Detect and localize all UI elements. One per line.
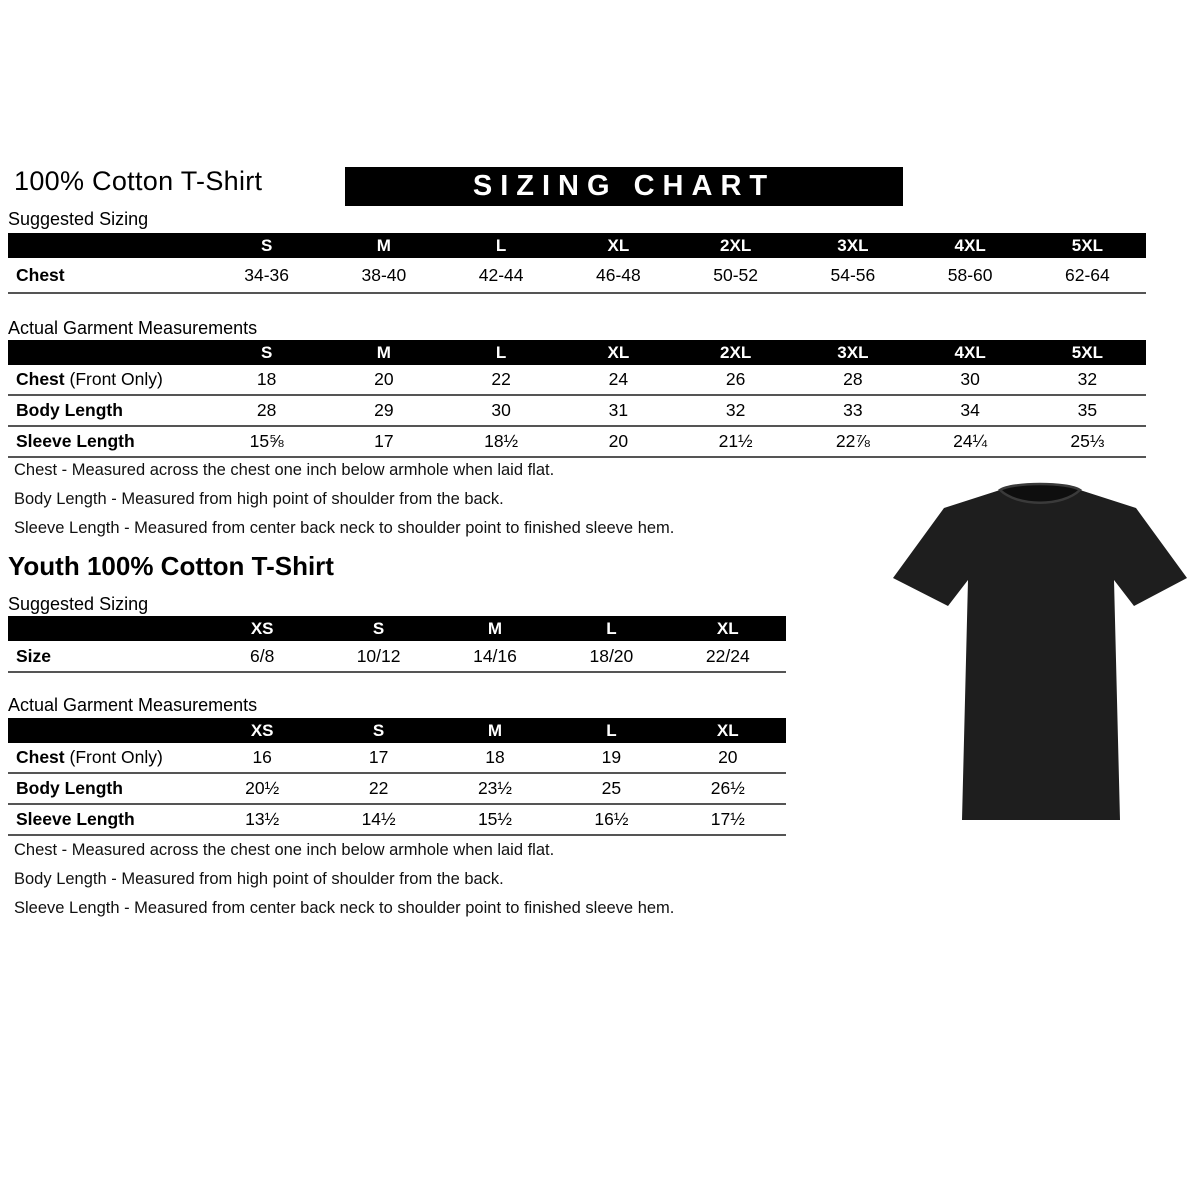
cell-value: 16: [252, 747, 272, 767]
note-sleeve-length: Sleeve Length - Measured from center back neck to shoulder point to finished sleeve hem.: [14, 519, 675, 537]
cell-value: 46-48: [595, 264, 641, 285]
col-header-2xl: 2XL: [720, 235, 752, 255]
table-header-row: [8, 616, 786, 641]
cell-value: 20: [374, 369, 394, 389]
col-header-5xl: 5XL: [1071, 342, 1103, 362]
col-header-4xl: 4XL: [954, 342, 986, 362]
adult-actual-measurements-label: Actual Garment Measurements: [8, 318, 258, 338]
note-body-length: Body Length - Measured from high point of shoulder from the back.: [14, 870, 504, 888]
table-row-sleeve-length: [8, 427, 1146, 458]
cell-value: 34: [960, 400, 980, 420]
table-header-row: [8, 233, 1146, 258]
col-header-xl: XL: [607, 342, 630, 362]
row-label-text: Chest: [16, 369, 65, 389]
adult-measurement-notes: [14, 461, 674, 548]
col-header-s: S: [260, 342, 273, 362]
row-label-text: Sleeve Length: [16, 431, 135, 451]
youth-suggested-sizing-table: [8, 616, 786, 673]
adult-actual-measurements-table: [8, 340, 1146, 458]
row-label-text: Size: [16, 645, 52, 666]
note-body-length: Body Length - Measured from high point of shoulder from the back.: [14, 490, 504, 508]
col-header-2xl: 2XL: [720, 342, 752, 362]
col-header-l: L: [495, 342, 507, 362]
cell-value: 30: [491, 400, 511, 420]
cell-value: 38-40: [361, 264, 407, 285]
col-header-xs: XS: [250, 720, 274, 740]
adult-suggested-sizing-table: [8, 233, 1146, 294]
note-chest: Chest - Measured across the chest one inch below armhole when laid flat.: [14, 461, 555, 479]
table-row-body-length: [8, 774, 786, 805]
col-header-m: M: [376, 342, 391, 362]
cell-value: 29: [374, 400, 394, 420]
table-header-row: [8, 340, 1146, 365]
col-header-xl: XL: [607, 235, 630, 255]
row-label: [8, 369, 208, 390]
cell-value: 22⅞: [835, 431, 870, 451]
row-label-text: Sleeve Length: [16, 809, 135, 829]
cell-value: 32: [725, 400, 746, 420]
cell-value: 18: [256, 369, 277, 389]
row-label-text: Body Length: [16, 400, 123, 420]
cell-value: 33: [843, 400, 863, 420]
cell-value: 15⅝: [249, 431, 284, 451]
row-label: [8, 431, 208, 452]
table-header-row: [8, 718, 786, 743]
cell-value: 16½: [594, 809, 629, 829]
cell-value: 17: [374, 431, 394, 451]
col-header-s: S: [260, 235, 273, 255]
youth-actual-measurements-table: [8, 718, 786, 836]
row-label-text: Body Length: [16, 778, 123, 798]
table-row-size: [8, 641, 786, 673]
cell-value: 22: [368, 778, 389, 798]
col-header-l: L: [495, 235, 507, 255]
col-header-xs: XS: [250, 618, 274, 638]
cell-value: 50-52: [713, 264, 758, 285]
youth-actual-measurements-label: Actual Garment Measurements: [8, 695, 258, 715]
col-header-5xl: 5XL: [1071, 235, 1103, 255]
col-header-m: M: [487, 720, 503, 740]
cell-value: 28: [256, 400, 277, 420]
cell-value: 18: [485, 747, 505, 767]
cell-value: 30: [960, 369, 980, 389]
cell-value: 18½: [484, 431, 519, 451]
row-label: [8, 400, 208, 421]
cell-value: 20: [718, 747, 738, 767]
adult-suggested-sizing-label: Suggested Sizing: [8, 209, 149, 229]
cell-value: 34-36: [244, 264, 289, 285]
cell-value: 18/20: [589, 645, 634, 666]
col-header-m: M: [376, 235, 391, 255]
row-label-suffix: (Front Only): [64, 747, 163, 767]
youth-suggested-sizing-label: Suggested Sizing: [8, 594, 149, 614]
note-sleeve-length: Sleeve Length - Measured from center back neck to shoulder point to finished sleeve hem.: [14, 899, 675, 917]
cell-value: 54-56: [830, 264, 876, 285]
col-header-l: L: [606, 618, 617, 638]
cell-value: 22/24: [705, 645, 750, 666]
table-row-chest: [8, 743, 786, 774]
col-header-3xl: 3XL: [837, 342, 869, 362]
cell-value: 17½: [710, 809, 745, 829]
cell-value: 20: [608, 431, 629, 451]
page-title: 100% Cotton T-Shirt: [14, 166, 263, 196]
cell-value: 26: [725, 369, 746, 389]
cell-value: 58-60: [947, 264, 993, 285]
cell-value: 14½: [361, 809, 396, 829]
tshirt-body: [893, 483, 1187, 820]
row-label: [8, 265, 208, 286]
cell-value: 20½: [245, 778, 280, 798]
cell-value: 28: [843, 369, 863, 389]
table-row-sleeve-length: [8, 805, 786, 836]
col-header-l: L: [606, 720, 617, 740]
col-header-4xl: 4XL: [954, 235, 986, 255]
cell-value: 24¼: [953, 431, 988, 451]
tshirt-image: [890, 474, 1190, 839]
cell-value: 15½: [477, 809, 513, 829]
cell-value: 10/12: [356, 645, 401, 666]
col-header-s: S: [372, 618, 385, 638]
youth-measurement-notes: [14, 841, 674, 928]
cell-value: 13½: [245, 809, 280, 829]
cell-value: 25: [601, 778, 622, 798]
cell-value: 26½: [710, 778, 745, 798]
table-row-chest: [8, 258, 1146, 294]
youth-title: Youth 100% Cotton T-Shirt: [8, 551, 334, 581]
cell-value: 42-44: [478, 264, 524, 285]
row-label-text: Chest: [16, 264, 65, 285]
cell-value: 19: [601, 747, 622, 767]
tshirt-photo: [890, 474, 1190, 839]
cell-value: 23½: [477, 778, 513, 798]
note-chest: Chest - Measured across the chest one inch below armhole when laid flat.: [14, 841, 555, 859]
col-header-m: M: [487, 618, 503, 638]
cell-value: 24: [608, 369, 629, 389]
col-header-s: S: [372, 720, 385, 740]
table-row-chest: [8, 365, 1146, 396]
sizing-chart-banner: SIZING CHART: [345, 167, 903, 206]
cell-value: 62-64: [1064, 264, 1110, 285]
cell-value: 17: [368, 747, 389, 767]
cell-value: 31: [608, 400, 629, 420]
row-label-suffix: (Front Only): [64, 369, 163, 389]
cell-value: 14/16: [473, 645, 517, 666]
cell-value: 25⅓: [1070, 431, 1105, 451]
table-row-body-length: [8, 396, 1146, 427]
cell-value: 6/8: [250, 645, 275, 666]
row-label: [8, 809, 204, 830]
cell-value: 32: [1077, 369, 1098, 389]
cell-value: 22: [491, 369, 511, 389]
row-label: [8, 646, 204, 667]
cell-value: 21½: [718, 431, 753, 451]
cell-value: 35: [1077, 400, 1098, 420]
col-header-xl: XL: [716, 720, 739, 740]
col-header-xl: XL: [716, 618, 739, 638]
row-label: [8, 747, 204, 768]
row-label: [8, 778, 204, 799]
row-label-text: Chest: [16, 747, 65, 767]
col-header-3xl: 3XL: [837, 235, 869, 255]
